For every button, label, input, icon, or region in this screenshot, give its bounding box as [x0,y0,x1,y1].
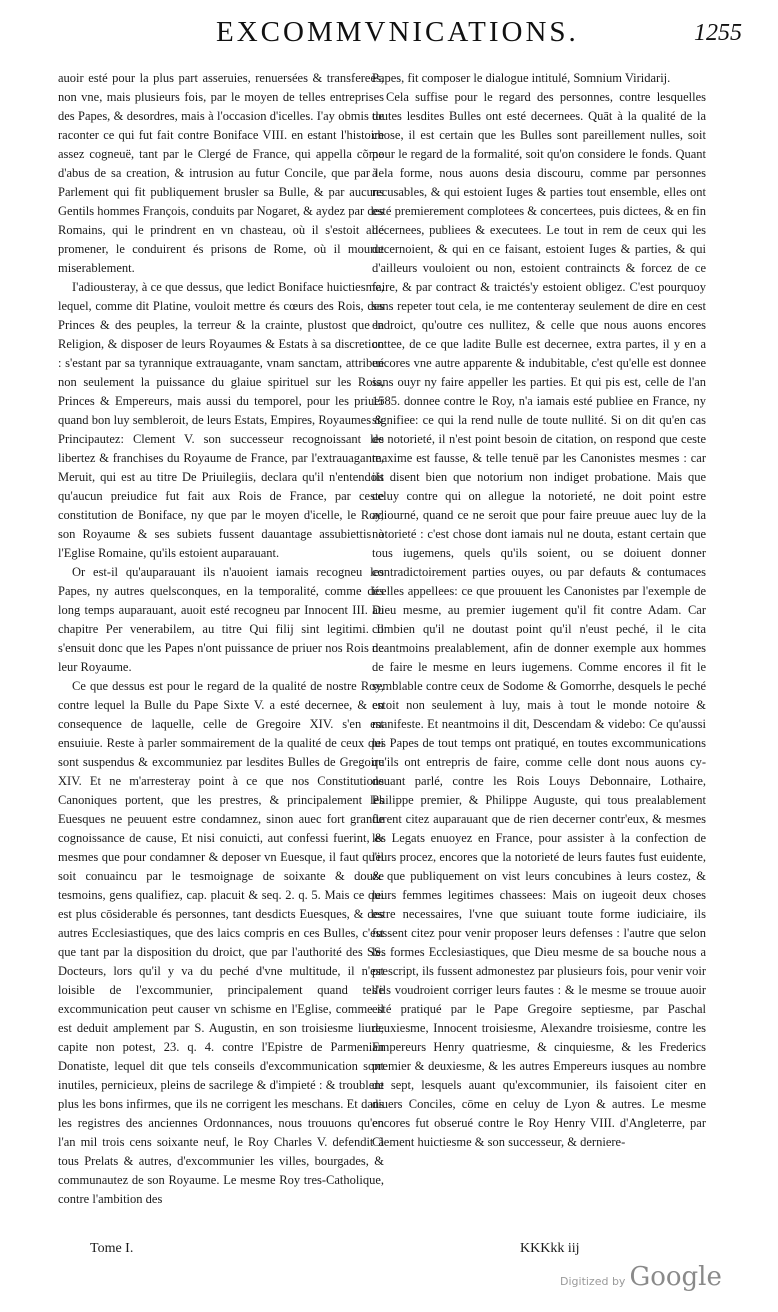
left-column [58,69,384,1209]
volume-label: Tome I. [90,1241,134,1256]
digitization-watermark [560,1262,722,1292]
paragraph: auoir esté pour la plus part asseruies, renuersées & transferees, non vne, mais plusieurs fois, par le moyen de telles entreprises des Papes, & desordres, mais à l'occasion d'icelles. I'ay obmis de raconter ce qui fut fait contre Boniface VIII. en estant l'histoire assez cogneuë, tant par le Clergé de France, qui appella cõme d'abus de sa creation, & intrusion au futur Concile, que par le Parlement qui fit publiquement brusler sa Bulle, & par aucuns Gentils hommes François, conduits par Nogaret, & aydez par des Romains, qui le prindrent en vn chasteau, où il s'estoit allé promener, le conduirent és prisons de Rome, où il mourut miserablement. [58,71,384,275]
page-number: 1255 [694,20,742,46]
paragraph: Ce que dessus est pour le regard de la qualité de nostre Roy, contre lequel la Bulle du Pape Sixte V. a esté decernee, & en consequence de laquelle, celle de Gregoire XIV. s'en est ensuiuie. Reste à parler sommairement de la qualité de ceux qui sont suspendus & excommuniez par lesdites Bulles de Gregoire XIV. Et ne m'arresteray point à ce que nos Constitutions Canoniques portent, que les prestres, & principalement les Euesques ne peuuent estre condamnez, sinon auec fort grande cognoissance de cause, Et nisi conuicti, aut confessi fuerint, & mesmes que pour condamner & deposer vn Euesque, il faut qu'il soit conuaincu par le tesmoignage de soixante & douze tesmoins, gens qualifiez, cap. placuit & seq. 2. q. 5. Mais ce qui est plus cōsiderable és personnes, tant desdicts Euesques, & des autres Ecclesiastiques, que des laics compris en ces Bulles, c'est que tant par la disposition du droict, que par l'authorité des SS. Docteurs, lors qu'il y va du peché d'vne multitude, il n'est loisible de l'excommunier, principalement quand telle excommunication peut causer vn schisme en l'Eglise, comme il est deduit amplement par S. Augustin, en son troisiesme liure, capite non potest, 23. q. 4. contre l'Epistre de Parmenian Donatiste, lequel dit que tels conseils d'excommunication sont inutiles, pernicieux, pleins de sacrilege & d'impieté : & troublent plus les bons infirmes, que ils ne corrigent les meschans. Et dans les registres des anciennes Ordonnances, nous trouuons qu'en l'an mil trois cens soixante neuf, le Roy Charles V. defendit à tous Prelats & autres, d'excommunier les villes, bourgades, & communautez de son Royaume. Le mesme Roy tres-Catholique, contre l'ambition des [58,679,384,1206]
right-column [372,69,706,1152]
paragraph: Papes, fit composer le dialogue intitulé, Somnium Viridarij. [372,71,671,85]
signature-mark: KKKkk iij [520,1241,580,1256]
google-logo: Google [629,1262,722,1292]
running-title: EXCOMMVNICATIONS. [216,16,579,48]
paragraph: Cela suffise pour le regard des personnes, contre lesquelles toutes lesdites Bulles ont esté decernees. Quāt à la qualité de la chose, il est certain que les Bulles sont pareillement nulles, soit pour le regard de la formalité, soit qu'on considere le fonds. Quant à la forme, nous auons desia discouru, comme par personnes recusables, & qui estoient Iuges & parties tout ensemble, elles ont esté premierement complotees & concertees, puis dictees, & en fin decernees, publiees & executees. Le tout in rem de ceux qui les decernoient, & qui en ce faisant, estoient Iuges & parties, & qui d'ailleurs vouloient ou non, estoient contraincts & forcez de ce faire, & par contract & traictés'y estoient obligez. C'est pourquoy sans repeter tout cela, ie me contenteray seulement de dire en cest endroict, qu'outre ces nullitez, & celle que nous auons encores cottee, de ce que ladite Bulle est decernee, extra partes, il y en a encores vne autre apparente & indubitable, c'est qu'elle est donnee sans ouyr ny faire appeller les parties. Et qui pis est, celle de l'an 1585. donnee contre le Roy, n'a iamais esté publiee en France, ny signifiee: ce qui la rend nulle de toute nullité. Si on dit qu'en cas de notorieté, il n'est point besoin de citation, on respond que ceste maxime est fausse, & telle tenuë par les Canonistes mesmes : car ils disent bien que notorium non indiget probatione. Mais que celuy contre qui on allegue la notorieté, ne doit point estre adiourné, quand ce ne seroit que pour faire preuue auec luy de la notorieté : c'est chose dont iamais nul ne douta, estant certain que tous iugemens, quels qu'ils soient, ou se doiuent donner contradictoirement parties ouyes, ou par defauts & contumaces icelles appellees: ce que prouuent les Canonistes par l'exemple de Dieu mesme, au premier iugement qu'il fit contre Adam. Car combien qu'il ne doutast point qu'il n'eust peché, il le cita neantmoins prealablement, afin de donner exemple aux hommes de faire le mesme en leurs iugemens. Comme encores il fit le semblable contre ceux de Sodome & Gomorrhe, desquels le peché estoit non seulement à luy, mais à tout le monde notoire & manifeste. Et neantmoins il dit, Descendam & videbo: Ce qu'aussi les Papes de tout temps ont pratiqué, en toutes excommunications qu'ils ont entrepris de faire, comme celle dont nous auons cy-deuant parlé, contre les Rois Louys Debonnaire, Lothaire, Philippe premier, & Philippe Auguste, qui tous prealablement furent citez auparauant que de rien decerner contr'eux, & mesmes les Legats enuoyez en France, pour assister à la confection de leurs procez, encores que la notorieté de leurs fautes fust euidente, & que publiquement on vist leurs concubines à leurs costez, & leurs femmes legitimes chassees: Mais on iugeoit deux choses estre necessaires, l'vne que suiuant toute forme iudiciaire, ils fussent citez pour venir proposer leurs defenses : l'autre que selon les formes Ecclesiastiques, que Dieu mesme de sa bouche nous a prescript, ils fussent admonestez par plusieurs fois, pour venir voir s'ils voudroient corriger leurs fautes : & le mesme se trouue auoir esté pratiqué par le Pape Gregoire septiesme, par Paschal deuxiesme, Innocent troisiesme, Alexandre troisiesme, contre les Empereurs Henry quatriesme, & cinquiesme, & les Frederics premier & deuxiesme, & les autres Empereurs iusques au nombre de sept, lesquels auant qu'excommunier, ils faisoient citer en diuers Conciles, cōme en celuy de Lyon & autres. Le mesme encores fut obserué contre le Roy Henry VIII. d'Angleterre, par Clement huictiesme & son successeur, & derniere- [372,90,706,1149]
paragraph: I'adiousteray, à ce que dessus, que ledict Boniface huictiesme, lequel, comme dit Platine, vouloit mettre és cœurs des Rois, des Princes & des peuples, la terreur & la crainte, plustost que la Religion, & disposer de leurs Royaumes & Estats à sa discretion : s'estant par sa tyrannique extrauagante, vnam sanctam, attribué non seulement la puissance du glaiue spirituel sur les Rois, Princes & Empereurs, mais aussi du temporel, pour les priuer quand bon luy sembleroit, de leurs Estats, Empires, Royaumes & Principautez: Clement V. son successeur recognoissant les libertez & franchises du Royaume de France, par l'extrauagante, Meruit, qui est au titre De Priuilegiis, declara qu'il n'entendoit qu'aucun preiudice fut fait aux Rois de France, par ceste constitution de Boniface, ny que par le moyen d'icelle, le Roy, son Royaume & ses subiets fussent dauantage assubiettis à l'Eglise Romaine, qu'ils estoient auparauant. [58,280,384,560]
paragraph: Or est-il qu'auparauant ils n'auoient iamais recogneu les Papes, ny autres quelsconques, en la temporalité, comme dés long temps auparauant, auoit esté recogneu par Innocent III. au chapitre Per venerabilem, au titre Qui filij sint legitimi. Il s'ensuit donc que les Papes n'ont puissance de priuer nos Rois de leur Royaume. [58,565,384,674]
watermark-prefix: Digitized by [560,1275,626,1288]
